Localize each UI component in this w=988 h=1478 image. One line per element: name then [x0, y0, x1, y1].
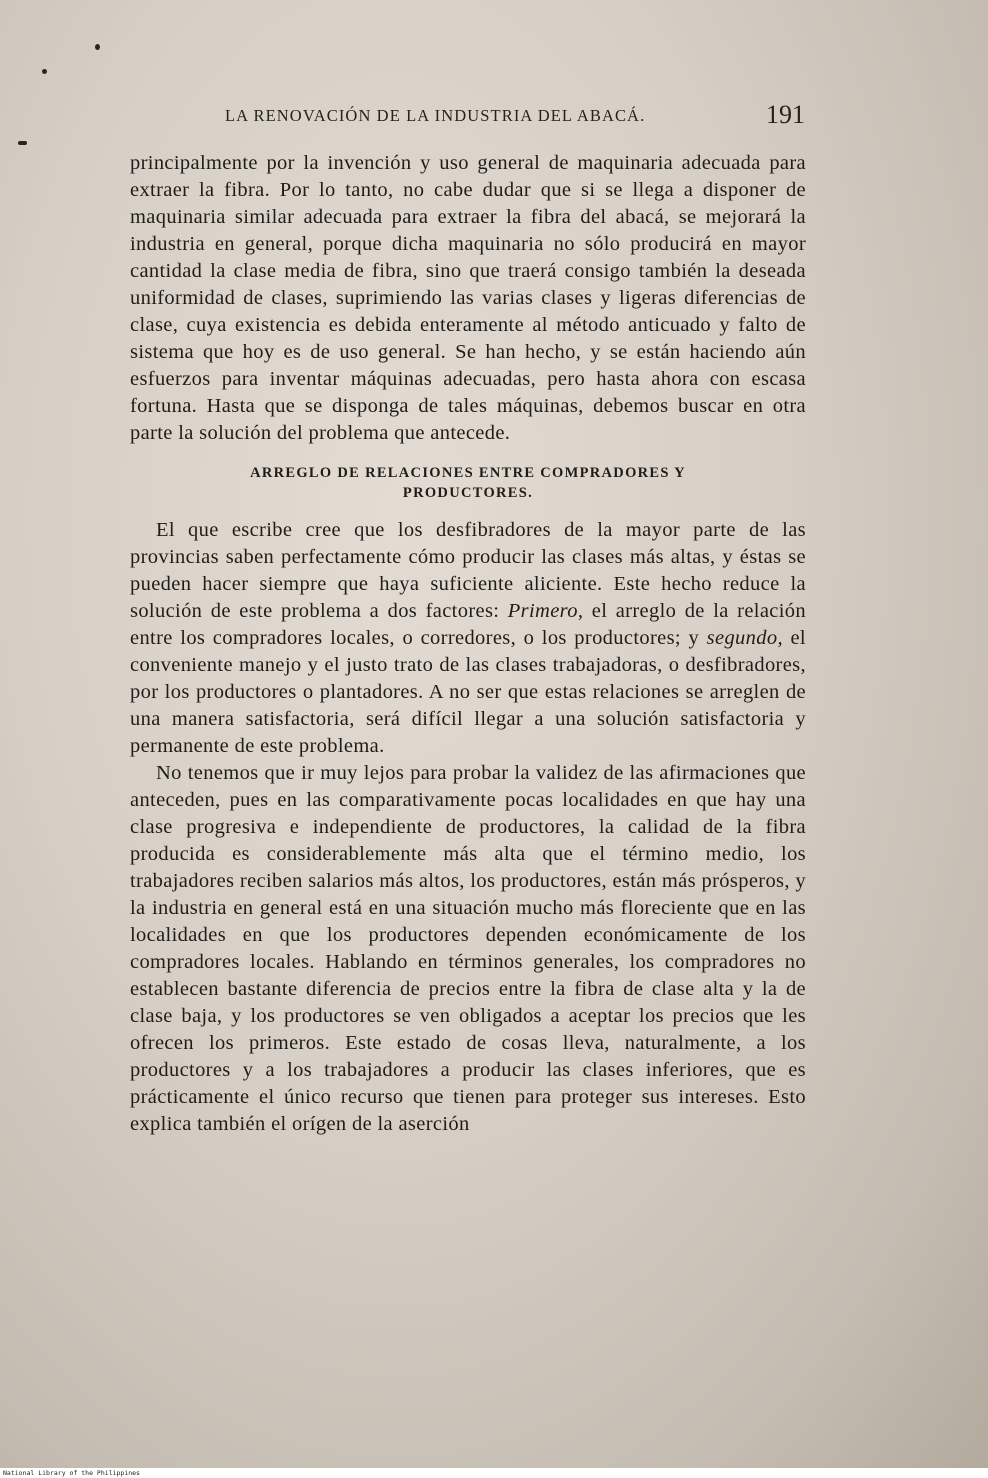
running-title: LA RENOVACIÓN DE LA INDUSTRIA DEL ABACÁ. — [225, 106, 646, 125]
section-heading-line-2: PRODUCTORES. — [402, 485, 534, 501]
ink-speck — [42, 69, 47, 74]
paragraph-2 — [130, 517, 806, 760]
emphasis-primero: Primero, — [507, 600, 584, 622]
emphasis-segundo: segundo, — [706, 627, 783, 649]
paragraph-2-text-c: el conveniente manejo y el justo trato de las clases trabajadoras, o desfibradores, por los productores o plantadores. A no ser que estas relaciones se arreglen de una manera satisfactoria, será difícil llegar a una solución satisfactoria y permanente de este problema. — [130, 627, 806, 757]
section-heading-line-1: ARREGLO DE RELACIONES ENTRE COMPRADORES Y — [250, 465, 686, 481]
page-header — [225, 100, 805, 136]
section-heading — [130, 463, 806, 503]
footer-credit: National Library of the Philippines — [0, 1468, 988, 1478]
paragraph-1: principalmente por la invención y uso general de maquinaria adecuada para extraer la fibra. Por lo tanto, no cabe dudar que si se llega a disponer de maquinaria similar adecuada para extraer la fibra del abacá, se mejorará la industria en general, porque dicha maquinaria no sólo producirá en mayor cantidad la clase media de fibra, sino que traerá consigo también la deseada uniformidad de clases, suprimiendo las varias clases y ligeras diferencias de clase, cuya existencia es debida enteramente al método anticuado y falto de sistema que hoy es de uso general. Se han hecho, y se están haciendo aún esfuerzos para inventar máquinas adecuadas, pero hasta ahora con escasa fortuna. Hasta que se disponga de tales máquinas, debemos buscar en otra parte la solución del problema que antecede. — [130, 152, 806, 444]
paragraph-2-text-b: el arreglo de la relación entre los compradores locales, o corredores, o los productores; y — [130, 600, 806, 649]
ink-speck — [95, 44, 100, 50]
body-text — [130, 150, 806, 1138]
paragraph-2-text-a: El que escribe cree que los desfibradores de la mayor parte de las provincias saben perfectamente cómo producir las clases más altas, y éstas se pueden hacer siempre que haya suficiente aliciente. Este hecho reduce la solución de este problema a dos factores: — [130, 519, 806, 622]
paragraph-3: No tenemos que ir muy lejos para probar la validez de las afirmaciones que anteceden, pues en las comparativamente pocas localidades en que hay una clase progresiva e independiente de productores, la calidad de la fibra producida es considerablemente más alta que el término medio, los trabajadores reciben salarios más altos, los productores, están más prósperos, y la industria en general está en una situación mucho más floreciente que en las localidades en que los productores dependen económicamente de los compradores locales. Hablando en términos generales, los compradores no establecen bastante diferencia de precios entre la fibra de clase alta y la de clase baja, y los productores se ven obligados a aceptar los precios que les ofrecen los primeros. Este estado de cosas lleva, naturalmente, a los productores y a los trabajadores a producir las clases inferiores, que es prácticamente el único recurso que tienen para proteger sus intereses. Esto explica también el orígen de la aserción — [130, 762, 806, 1135]
page-number: 191 — [766, 100, 805, 129]
ink-speck — [18, 141, 27, 145]
